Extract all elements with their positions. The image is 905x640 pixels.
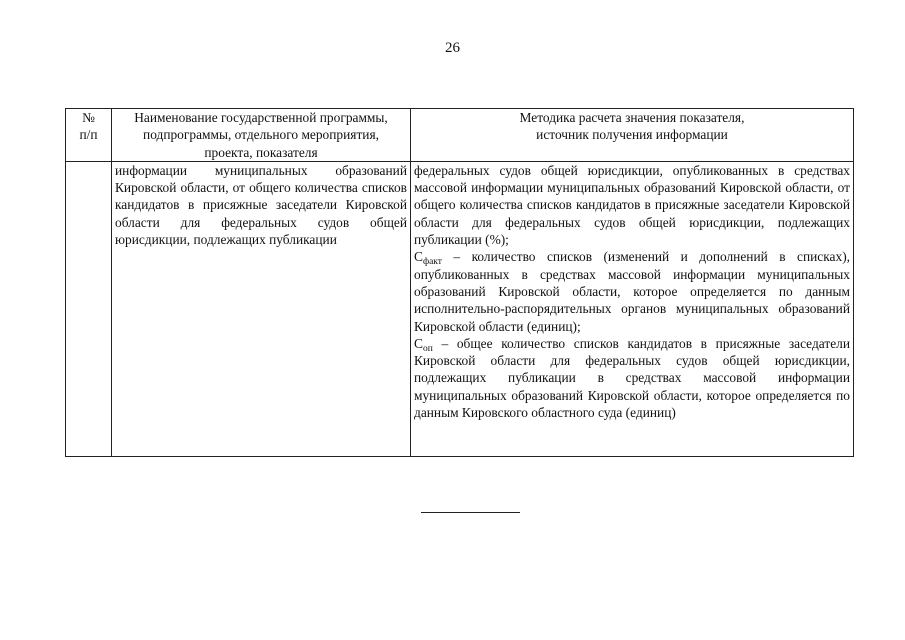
header-cell-number	[66, 109, 112, 162]
header-cell-name	[112, 109, 411, 162]
header-name-line-3: проекта, показателя	[204, 144, 318, 160]
method-intro-text: федеральных судов общей юрисдикции, опубликованных в средствах массовой информации муниципальных образований Кировской области, от общего количества списков кандидатов в присяжные заседатели Кировской области для федеральных судов общей юрисдикции, подлежащих публикации (%);	[414, 162, 850, 248]
cop-description: – общее количество списков кандидатов в присяжные заседатели Кировской области для федеральных судов общей юрисдикции, подлежащих публикации в средствах массовой информации муниципальных образований Кировской области, которое определяется по данным Кировского областного суда (единиц)	[414, 335, 850, 421]
cfact-subscript: факт	[422, 257, 442, 268]
header-method-line-2: источник получения информации	[536, 127, 728, 143]
cfact-description: – количество списков (изменений и дополнений в списках), опубликованных в средствах массовой информации муниципальных образований Кировской области, которое определяется по данным исполнительно-распорядительных органов муниципальных образований Кировской области (единиц);	[414, 249, 850, 334]
row-method-cell	[411, 161, 854, 456]
header-name-line-1: Наименование государственной программы,	[134, 110, 388, 125]
header-name-line-2: подпрограммы, отдельного мероприятия,	[143, 127, 379, 143]
method-variable-cfact	[414, 248, 850, 334]
cop-subscript: оп	[422, 343, 433, 354]
page-number: 26	[445, 40, 460, 56]
header-number-line-1: №	[82, 110, 95, 125]
footnote-separator-line	[421, 512, 520, 513]
cop-symbol: С	[414, 335, 423, 351]
row-number-cell	[66, 161, 112, 456]
cfact-symbol: С	[414, 249, 423, 265]
header-method-line-1: Методика расчета значения показателя,	[519, 110, 745, 125]
header-number-line-2: п/п	[79, 127, 98, 143]
header-cell-method	[411, 109, 854, 162]
method-variable-cop	[414, 335, 850, 421]
table-row	[66, 161, 854, 456]
row-name-cell: информации муниципальных образований Кировской области, от общего количества списков кандидатов в присяжные заседатели Кировской области для федеральных судов общей юрисдикции, подлежащих публикации	[112, 161, 411, 456]
table-header-row	[66, 109, 854, 162]
indicator-methodology-table	[65, 108, 854, 457]
